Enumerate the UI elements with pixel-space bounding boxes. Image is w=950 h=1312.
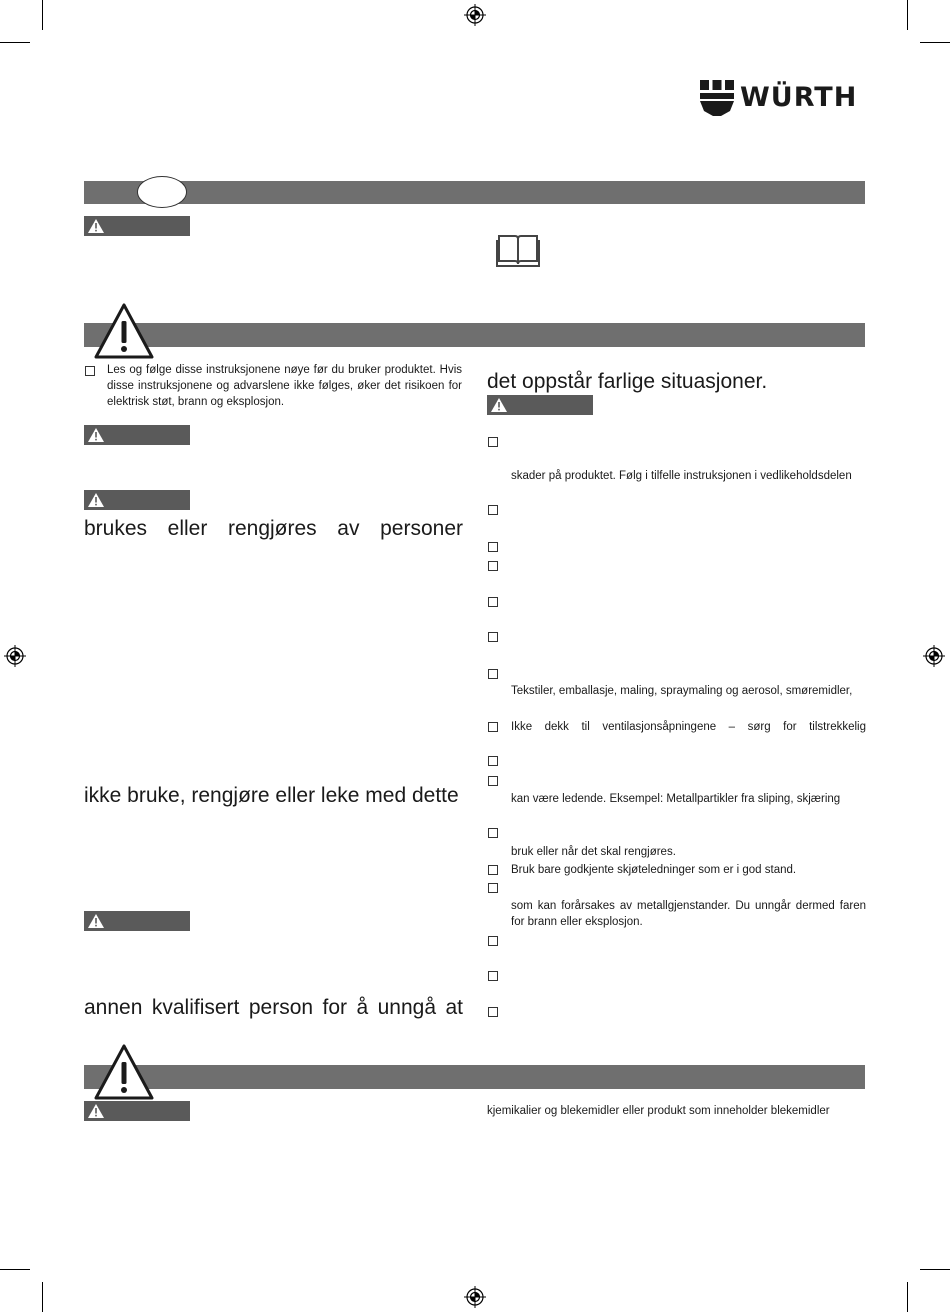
list-item-text: Les og følge disse instruksjonene nøye før du bruker produktet. Hvis disse instruksjonene og advarslene ikke følges, øker det risikoen for elektrisk støt, brann og eksplosjon. xyxy=(107,364,462,408)
warning-icon xyxy=(87,218,105,234)
list-item-text: kan være ledende. Eksempel: Metallpartikler fra sliping, skjæring xyxy=(511,793,841,805)
list-checkbox xyxy=(488,632,498,642)
wurth-emblem-icon xyxy=(700,80,734,116)
crop-mark xyxy=(907,1282,908,1312)
body-text-large: brukes eller rengjøres av personer xyxy=(84,517,463,540)
crop-mark xyxy=(920,1269,950,1270)
crop-mark xyxy=(0,1269,30,1270)
manual-book-icon xyxy=(496,232,540,268)
warning-icon xyxy=(490,397,508,413)
registration-mark-icon xyxy=(4,645,26,667)
crop-mark xyxy=(920,42,950,43)
registration-mark-icon xyxy=(923,645,945,667)
section-bar xyxy=(84,181,865,204)
warning-icon xyxy=(87,427,105,443)
brand-name: WÜRTH xyxy=(740,82,858,113)
crop-mark xyxy=(42,0,43,30)
list-checkbox xyxy=(488,505,498,515)
warning-badge xyxy=(84,216,190,236)
list-item-text: Bruk bare godkjente skjøteledninger som er i god stand. xyxy=(511,864,797,876)
crop-mark xyxy=(0,42,30,43)
warning-badge xyxy=(84,1101,190,1121)
warning-icon xyxy=(87,913,105,929)
list-item-text: Ikke dekk til ventilasjonsåpningene – sørg for tilstrekkelig xyxy=(511,721,866,733)
list-checkbox xyxy=(488,669,498,679)
list-item-text: skader på produktet. Følg i tilfelle instruksjonen i vedlikeholdsdelen xyxy=(511,470,852,482)
body-text-large: annen kvalifisert person for å unngå at xyxy=(84,996,463,1019)
body-text-large: ikke bruke, rengjøre eller leke med dette xyxy=(84,784,459,807)
list-checkbox xyxy=(488,883,498,893)
warning-badge xyxy=(84,425,190,445)
list-checkbox xyxy=(488,756,498,766)
crop-mark xyxy=(907,0,908,30)
section-bar xyxy=(84,1065,865,1089)
warning-badge xyxy=(487,395,593,415)
list-checkbox xyxy=(488,722,498,732)
list-checkbox xyxy=(488,1007,498,1017)
list-checkbox xyxy=(488,865,498,875)
list-checkbox xyxy=(488,776,498,786)
list-item-text: som kan forårsakes av metallgjenstander. Du unngår dermed faren for brann eller eksplosjon. xyxy=(511,900,866,928)
list-checkbox xyxy=(488,597,498,607)
body-text: kjemikalier og blekemidler eller produkt som inneholder blekemidler xyxy=(487,1105,830,1117)
list-checkbox xyxy=(488,561,498,571)
warning-icon xyxy=(87,492,105,508)
warning-badge xyxy=(84,911,190,931)
language-oval xyxy=(137,176,187,208)
list-item-text: bruk eller når det skal rengjøres. xyxy=(511,846,676,858)
list-checkbox xyxy=(85,366,95,376)
brand-logo xyxy=(700,80,870,118)
registration-mark-icon xyxy=(464,4,486,26)
list-item-text: Tekstiler, emballasje, maling, spraymaling og aerosol, smøremidler, xyxy=(511,685,853,697)
registration-mark-icon xyxy=(464,1286,486,1308)
crop-mark xyxy=(42,1282,43,1312)
list-checkbox xyxy=(488,828,498,838)
list-checkbox xyxy=(488,936,498,946)
warning-icon xyxy=(87,1103,105,1119)
warning-badge xyxy=(84,490,190,510)
body-heading-large: det oppstår farlige situasjoner. xyxy=(487,370,768,393)
section-bar xyxy=(84,323,865,347)
large-warning-icon xyxy=(93,302,155,360)
list-checkbox xyxy=(488,542,498,552)
large-warning-icon xyxy=(93,1043,155,1101)
list-checkbox xyxy=(488,437,498,447)
list-checkbox xyxy=(488,971,498,981)
